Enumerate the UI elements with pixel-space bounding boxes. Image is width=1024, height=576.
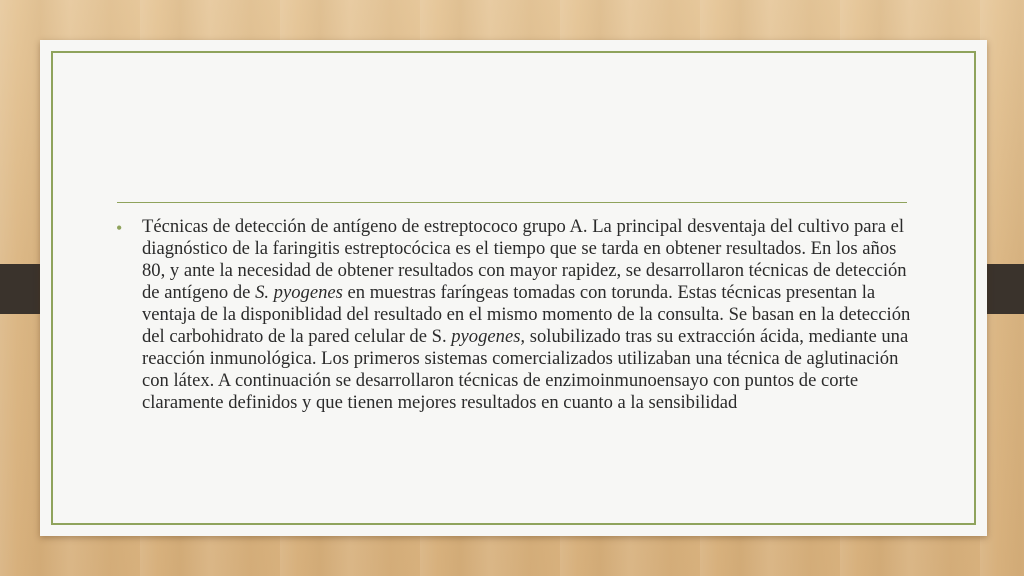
bullet-marker: • <box>116 218 123 238</box>
title-divider <box>117 202 907 203</box>
bullet-item <box>116 216 911 414</box>
body-text-part-1: Técnicas de detección de antígeno de estreptococo grupo A. La principal desventaja del cultivo para el diagnóstico de la faringitis estreptocócica es el tiempo que se tarda en obtener resultados. En los años 80, y ante la necesidad de obtener resultados con mayor rapidez, se desarrollaron técnicas de detección de antígeno de <box>142 216 907 303</box>
body-text-part-3: solubilizado tras su extracción ácida, mediante una reacción inmunológica. Los primeros sistemas comercializados utilizaban una técnica de aglutinación con látex. A continuación se desarrollaron técnicas de enzimoinmunoensayo con puntos de corte claramente definidos y que tienen mejores resultados en cuanto a la sensibilidad <box>142 326 909 413</box>
body-text-italic-1: S. pyogenes <box>255 282 343 303</box>
bullet-text <box>142 216 911 414</box>
slide-content <box>116 216 911 414</box>
body-text-part-2: en muestras faríngeas tomadas con torunda. Estas técnicas presentan la ventaja de la disponiblidad del resultado en el mismo momento de la consulta. Se basan en la detección del carbohidrato de la pared celular de S. <box>142 282 911 347</box>
body-text-italic-2: pyogenes, <box>451 326 526 347</box>
slide-card <box>40 40 987 536</box>
